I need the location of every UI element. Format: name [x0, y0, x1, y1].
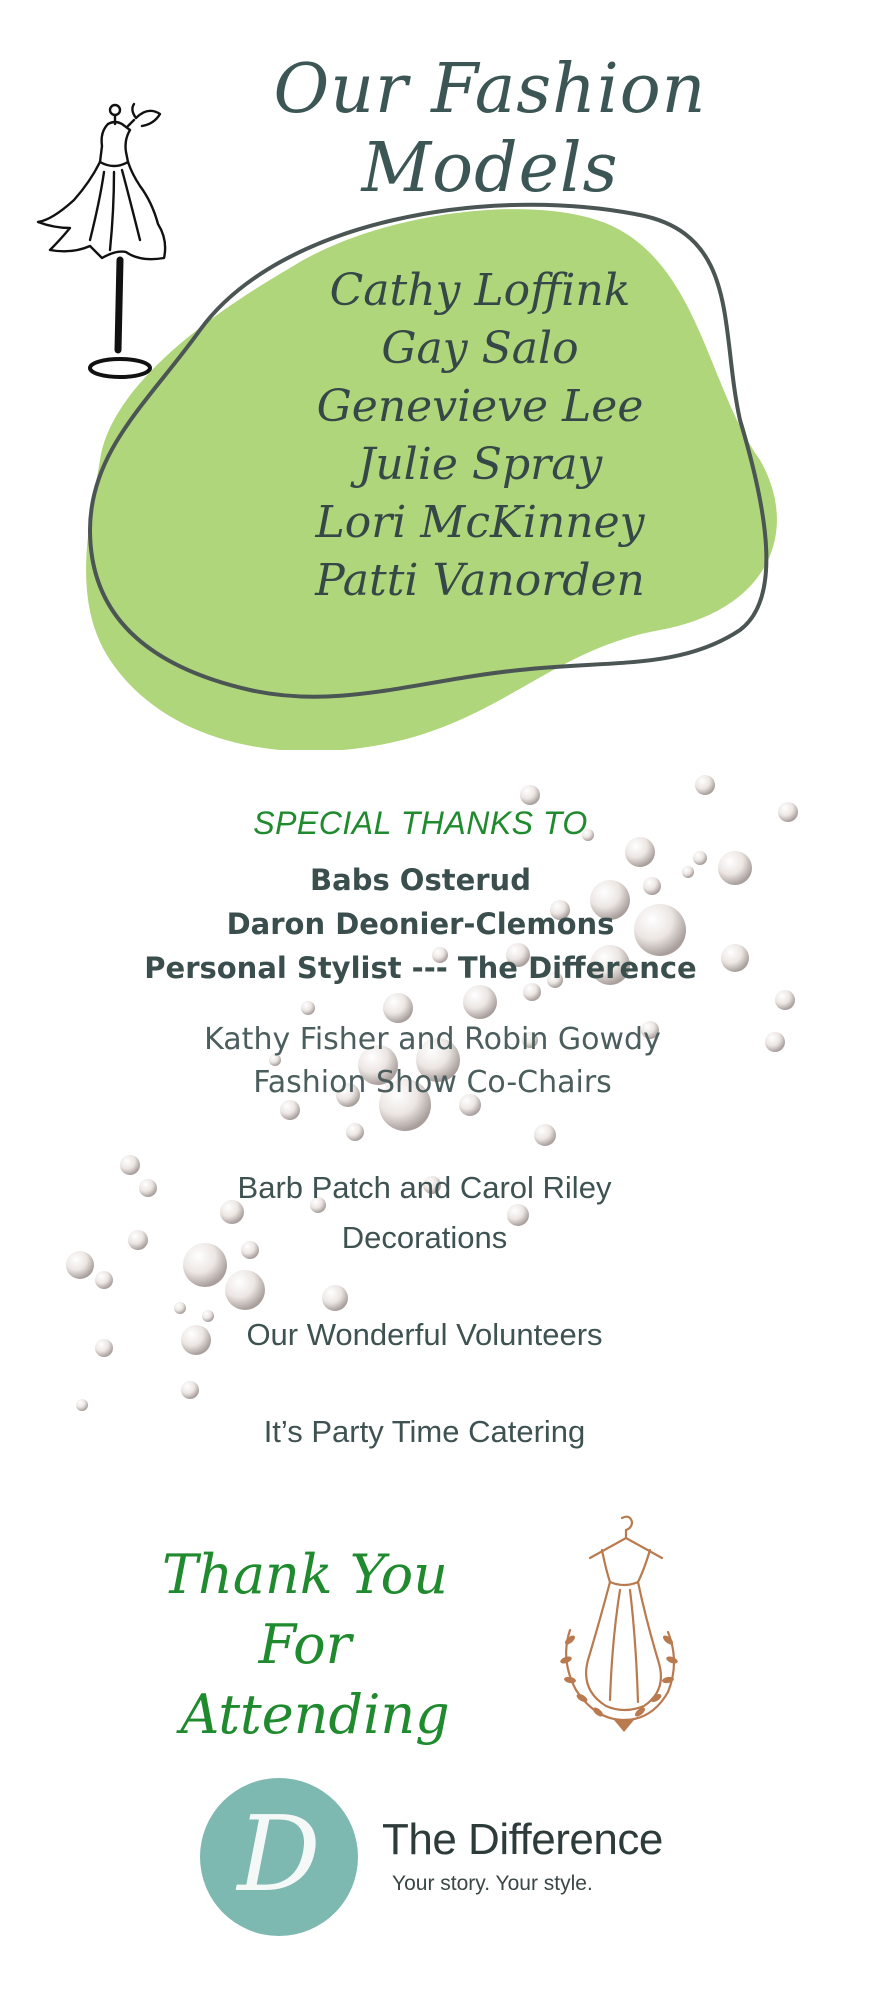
volunteers-credit [0, 1310, 869, 1360]
credit-line: Our Wonderful Volunteers [246, 1317, 603, 1352]
model-name: Patti Vanorden [315, 555, 645, 606]
special-thanks-list [0, 858, 865, 990]
decorations-credit [0, 1163, 869, 1263]
cochairs-credit [0, 1018, 877, 1104]
credit-line: Barb Patch and Carol Riley [237, 1170, 612, 1205]
thanks-name: Daron Deonier-Clemons [226, 907, 615, 941]
thanks-name: Babs Osterud [310, 863, 531, 897]
model-name: Lori McKinney [315, 497, 645, 548]
page-title: Our Fashion Models [273, 50, 707, 208]
credit-line: It’s Party Time Catering [263, 1414, 586, 1449]
special-thanks-heading: SPECIAL THANKS TO [253, 805, 588, 841]
logo-monogram: D [237, 1793, 321, 1915]
thank-you-line: Attending [180, 1683, 450, 1746]
model-list [230, 262, 730, 610]
thank-you-message [140, 1540, 470, 1750]
thank-you-line: Thank You For [162, 1543, 448, 1676]
model-name: Julie Spray [357, 439, 603, 490]
credit-line: Decorations [341, 1220, 508, 1255]
credit-line: Fashion Show Co-Chairs [253, 1065, 612, 1100]
credit-line: Kathy Fisher and Robin Gowdy [204, 1022, 661, 1057]
logo-monogram-icon [200, 1778, 358, 1936]
gown-icon [540, 1510, 680, 1740]
logo-name: The Difference [382, 1815, 663, 1864]
thanks-name: Personal Stylist --- The Difference [144, 951, 697, 985]
model-name: Cathy Loffink [329, 265, 631, 316]
model-name: Gay Salo [381, 323, 579, 374]
logo-tagline: Your story. Your style. [392, 1872, 593, 1895]
model-name: Genevieve Lee [316, 381, 644, 432]
catering-credit [0, 1407, 869, 1457]
